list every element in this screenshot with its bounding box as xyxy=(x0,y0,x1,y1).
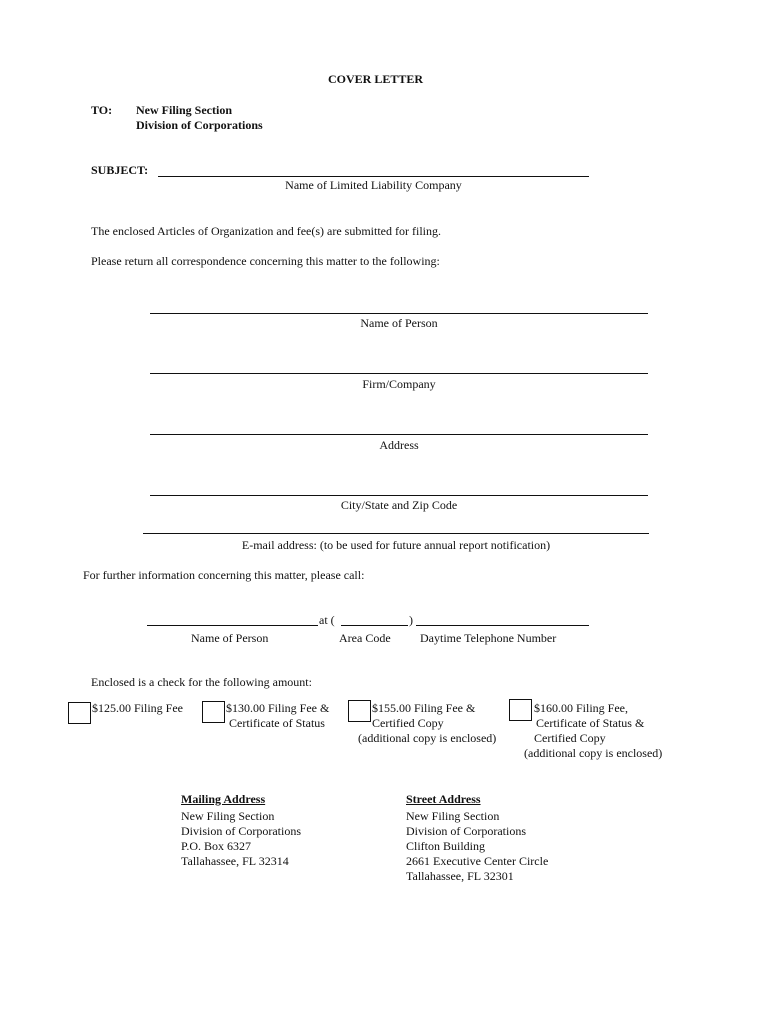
fee-160-label-line-4: (additional copy is enclosed) xyxy=(524,746,663,760)
contact-close-paren: ) xyxy=(409,613,413,627)
subject-caption: Name of Limited Liability Company xyxy=(285,178,462,192)
mailing-address-line: Division of Corporations xyxy=(181,824,301,838)
street-address-line: Division of Corporations xyxy=(406,824,526,838)
name-of-person-field[interactable] xyxy=(150,313,648,314)
to-label: TO: xyxy=(91,103,113,117)
fee-130-label-line-2: Certificate of Status xyxy=(229,716,325,730)
fee-160-label-line-3: Certified Copy xyxy=(534,731,606,745)
area-code-caption: Area Code xyxy=(339,631,391,645)
street-address-line: Tallahassee, FL 32301 xyxy=(406,869,514,883)
email-caption: E-mail address: (to be used for future annual report notification) xyxy=(241,538,551,552)
fee-155-label-line-1: $155.00 Filing Fee & xyxy=(372,701,476,715)
mailing-address-line: New Filing Section xyxy=(181,809,275,823)
mailing-address-line: P.O. Box 6327 xyxy=(181,839,252,853)
city-state-zip-field[interactable] xyxy=(150,495,648,496)
fee-160-checkbox[interactable] xyxy=(509,699,532,721)
street-address-heading: Street Address xyxy=(406,792,481,806)
to-line-2: Division of Corporations xyxy=(136,118,263,132)
contact-name-field[interactable] xyxy=(147,625,318,626)
city-state-zip-caption: City/State and Zip Code xyxy=(340,498,458,512)
subject-llc-name-field[interactable] xyxy=(158,176,589,177)
fee-160-label-line-1: $160.00 Filing Fee, xyxy=(534,701,629,715)
to-line-1: New Filing Section xyxy=(136,103,232,117)
fee-155-checkbox[interactable] xyxy=(348,700,371,722)
street-address-line: New Filing Section xyxy=(406,809,500,823)
fee-130-checkbox[interactable] xyxy=(202,701,225,723)
fee-125-checkbox[interactable] xyxy=(68,702,91,724)
subject-label: SUBJECT: xyxy=(91,163,149,177)
fee-155-label-line-3: (additional copy is enclosed) xyxy=(358,731,497,745)
name-of-person-caption: Name of Person xyxy=(360,316,438,330)
enclosed-prompt: Enclosed is a check for the following amount: xyxy=(91,675,312,689)
fee-155-label-line-2: Certified Copy xyxy=(372,716,444,730)
fee-125-label: $125.00 Filing Fee xyxy=(92,701,184,715)
address-field[interactable] xyxy=(150,434,648,435)
body-paragraph-1: The enclosed Articles of Organization and fee(s) are submitted for filing. xyxy=(91,224,441,238)
street-address-line: Clifton Building xyxy=(406,839,486,853)
phone-number-field[interactable] xyxy=(416,625,589,626)
street-address-line: 2661 Executive Center Circle xyxy=(406,854,549,868)
mailing-address-line: Tallahassee, FL 32314 xyxy=(181,854,289,868)
fee-130-label-line-1: $130.00 Filing Fee & xyxy=(226,701,330,715)
contact-name-caption: Name of Person xyxy=(191,631,269,645)
address-caption: Address xyxy=(379,438,419,452)
firm-company-caption: Firm/Company xyxy=(362,377,436,391)
contact-at-label: at ( xyxy=(319,613,335,627)
mailing-address-heading: Mailing Address xyxy=(181,792,266,806)
phone-caption: Daytime Telephone Number xyxy=(420,631,557,645)
page-title: COVER LETTER xyxy=(328,72,424,86)
area-code-field[interactable] xyxy=(341,625,408,626)
contact-prompt: For further information concerning this matter, please call: xyxy=(83,568,365,582)
firm-company-field[interactable] xyxy=(150,373,648,374)
fee-160-label-line-2: Certificate of Status & xyxy=(536,716,645,730)
body-paragraph-2: Please return all correspondence concerning this matter to the following: xyxy=(91,254,440,268)
email-field[interactable] xyxy=(143,533,649,534)
